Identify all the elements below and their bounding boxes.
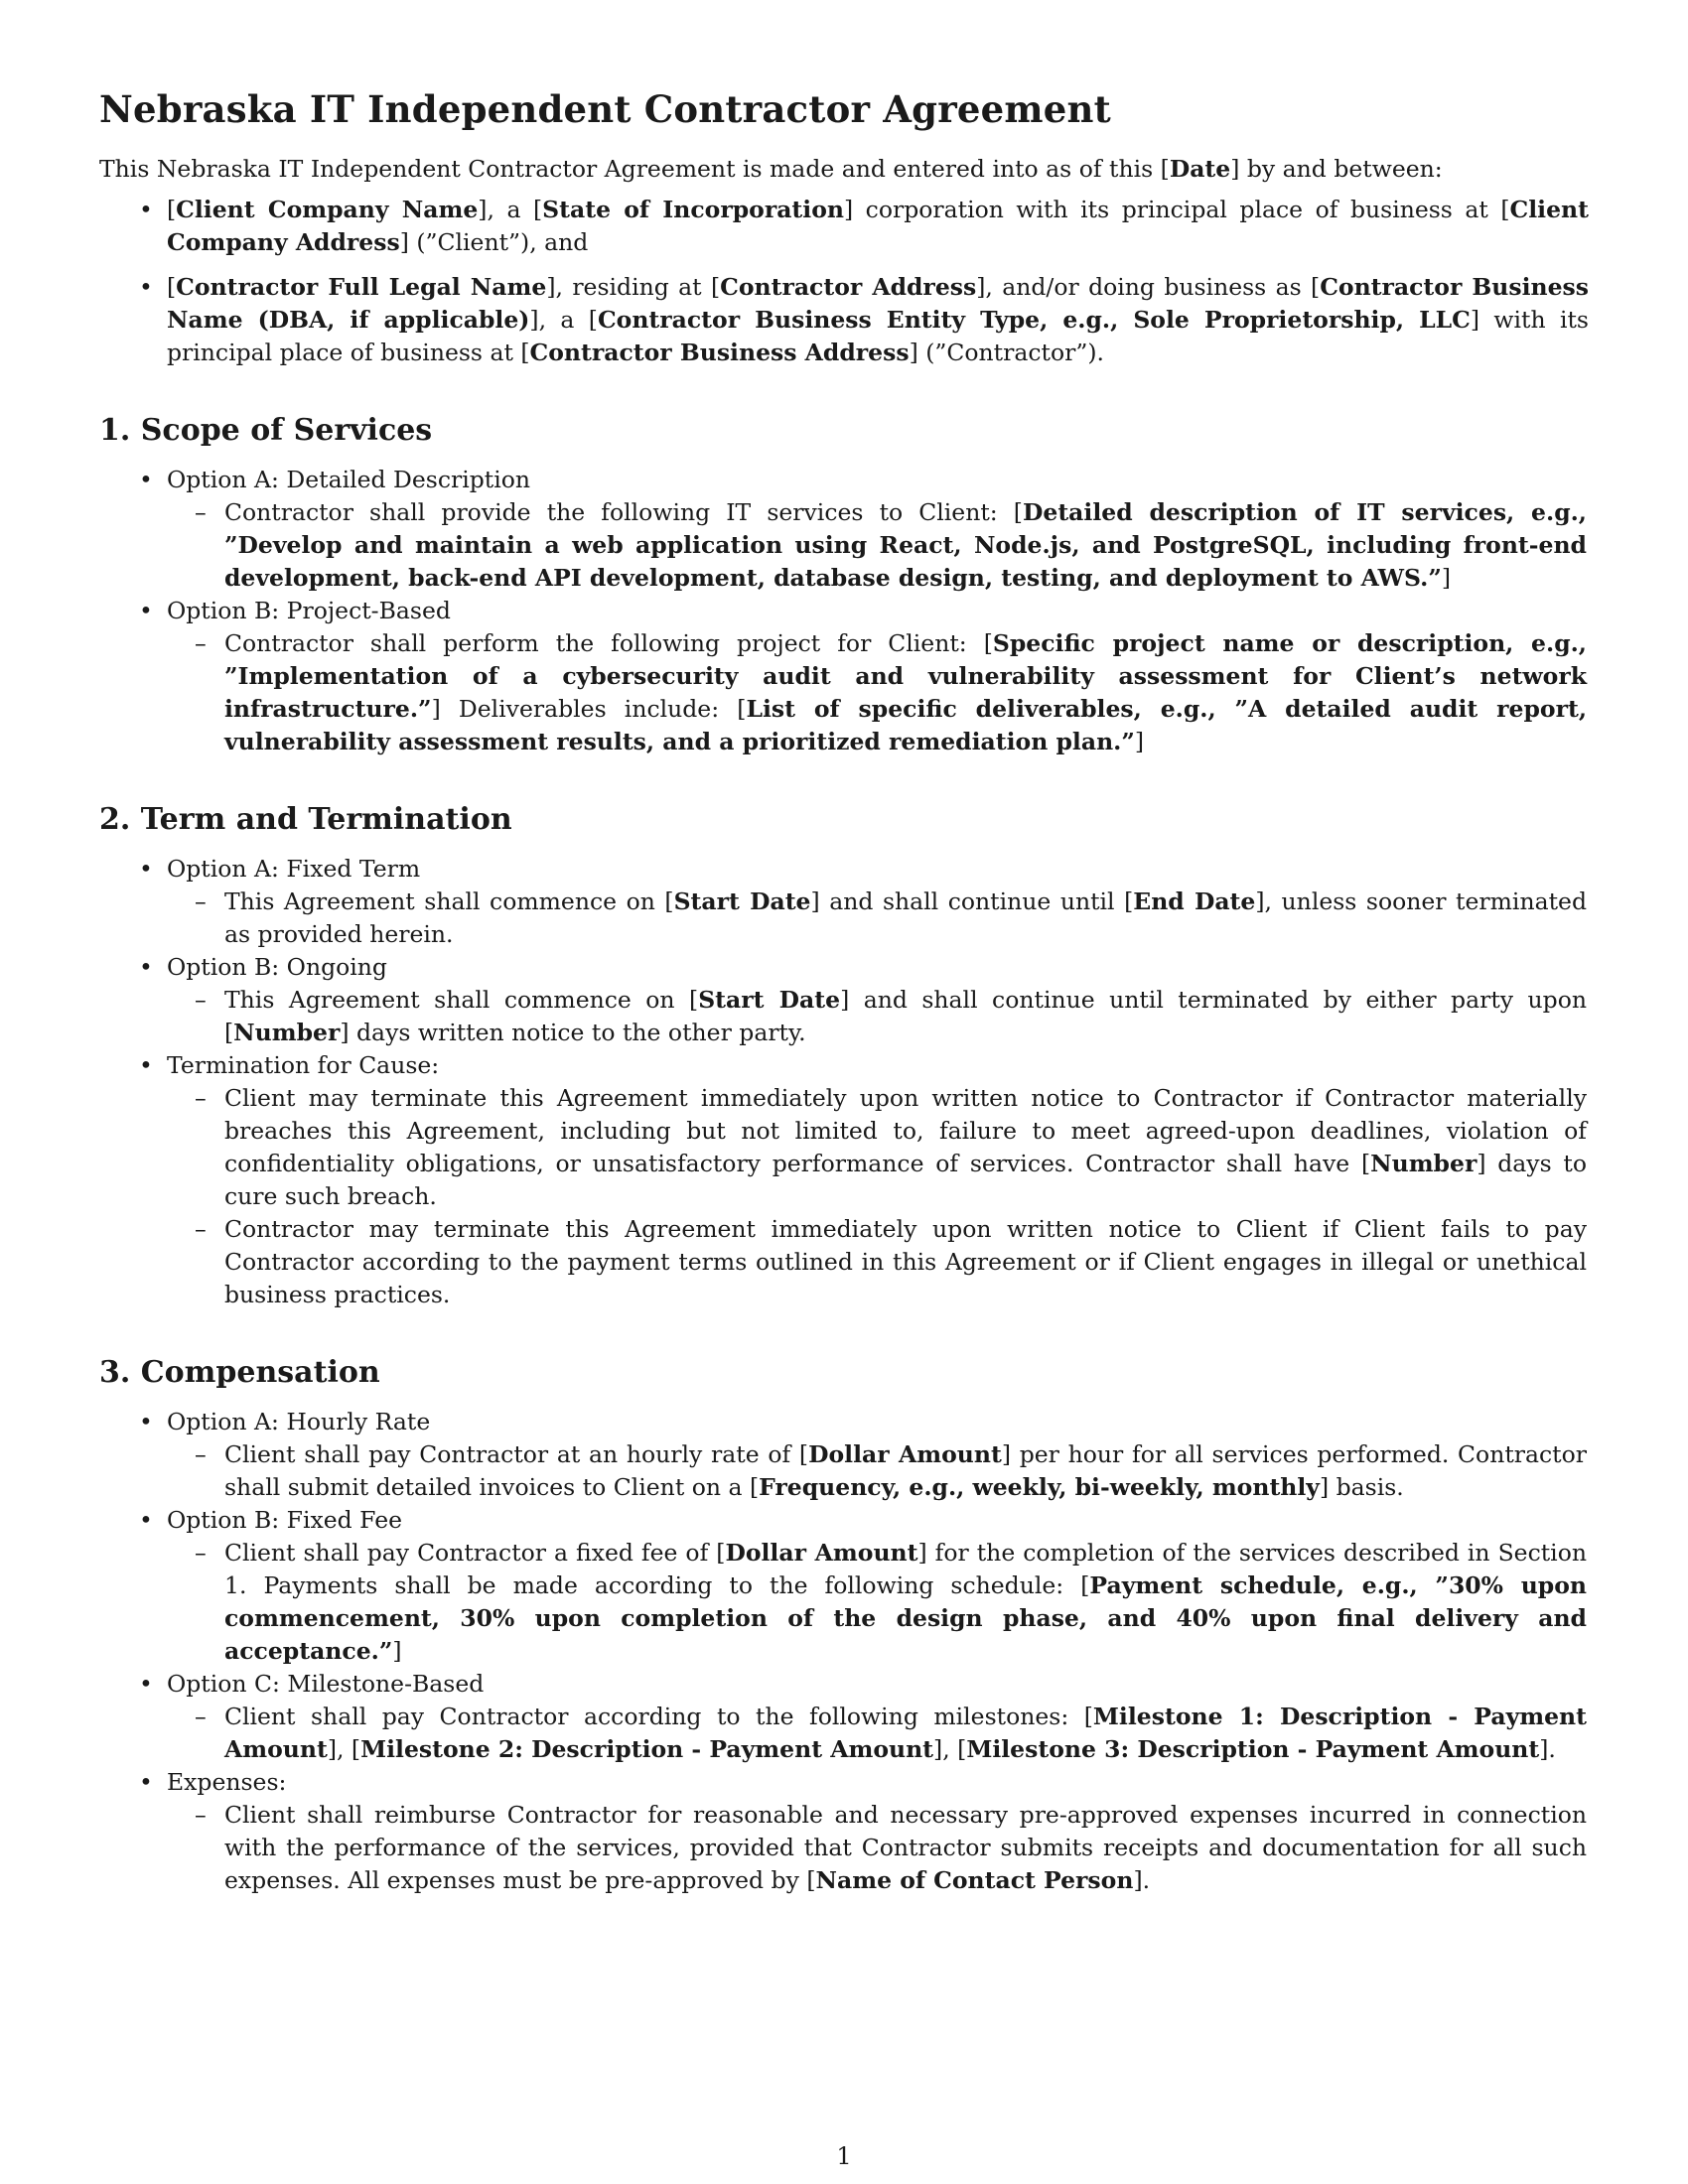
list-item: – Contractor may terminate this Agreement immediately upon written notice to Client if Client fails to pay Contractor according to the payment terms outlined in this Agreement or if Client engages in illegal or unethical business practices.	[165, 1213, 1587, 1311]
placeholder: Contractor Business Address	[529, 339, 910, 366]
document-title: Nebraska IT Independent Contractor Agreement	[99, 87, 1111, 131]
option-label: Option A: Fixed Term	[167, 855, 421, 883]
list-item	[99, 853, 1589, 951]
option-label: Option B: Fixed Fee	[167, 1506, 403, 1534]
placeholder: Start Date	[698, 986, 841, 1014]
placeholder: Client Company Address	[167, 196, 1589, 256]
intro-paragraph	[99, 153, 1589, 186]
document-page	[99, 87, 1589, 1897]
list-item: – Client shall pay Contractor a fixed fee of [Dollar Amount] for the completion of the services described in Section 1. Payments shall be made according to the following schedule: [Payment schedule, e.g., ”30% upon commencement, 30% upon completion of the design phase, and 40% upon final delivery and acceptance.”]	[165, 1537, 1587, 1668]
list-item	[99, 1504, 1589, 1668]
list-item: – This Agreement shall commence on [Start Date] and shall continue until [End Date], unless sooner terminated as provided herein.	[165, 886, 1587, 951]
option-label: Expenses:	[167, 1768, 287, 1796]
placeholder: Contractor Full Legal Name	[176, 273, 547, 301]
list-item: – Contractor shall provide the following IT services to Client: [Detailed description of IT services, e.g., ”Develop and maintain a web application using React, Node.js, and PostgreSQL, including front-end development, back-end API development, database design, testing, and deployment to AWS.”]	[165, 496, 1587, 595]
option-label: Option B: Ongoing	[167, 953, 387, 981]
placeholder: Start Date	[673, 887, 811, 915]
placeholder: End Date	[1133, 887, 1256, 915]
list-item	[99, 1668, 1589, 1766]
option-label: Termination for Cause:	[167, 1051, 440, 1079]
placeholder: Milestone 3: Description - Payment Amount	[966, 1735, 1540, 1763]
placeholder: Payment schedule, e.g., ”30% upon commencement, 30% upon completion of the design phase, and 40% upon final delivery and acceptance.”	[224, 1571, 1588, 1665]
intro-text: ] by and between:	[1230, 155, 1443, 183]
placeholder: Frequency, e.g., weekly, bi-weekly, monthly	[759, 1473, 1320, 1501]
placeholder: List of specific deliverables, e.g., ”A detailed audit report, vulnerability assessment results, and a prioritized remediation plan.”	[224, 695, 1587, 755]
placeholder: Detailed description of IT services, e.g., ”Develop and maintain a web application using React, Node.js, and PostgreSQL, including front-end development, back-end API development, database design, testing, and deployment to AWS.”	[224, 498, 1587, 592]
parties-list	[99, 194, 1589, 369]
list-item: – Contractor shall perform the following project for Client: [Specific project name or description, e.g., ”Implementation of a cybersecurity audit and vulnerability assessment for Client’s network infrastructure.”] Deliverables include: [List of specific deliverables, e.g., ”A detailed audit report, vulnerability assessment results, and a prioritized remediation plan.”]	[165, 627, 1587, 758]
list-item	[99, 595, 1589, 758]
list-item	[99, 1766, 1589, 1897]
placeholder: Dollar Amount	[725, 1539, 918, 1567]
list-item	[99, 951, 1589, 1049]
list-item	[99, 464, 1589, 595]
list-item: – Client shall reimburse Contractor for reasonable and necessary pre-approved expenses incurred in connection with the performance of the services, provided that Contractor submits receipts and documentation for all such expenses. All expenses must be pre-approved by [Name of Contact Person].	[165, 1799, 1587, 1897]
placeholder: Specific project name or description, e.g., ”Implementation of a cybersecurity audit and vulnerability assessment for Client’s network infrastructure.”	[224, 629, 1587, 723]
list-item: – This Agreement shall commence on [Start Date] and shall continue until terminated by either party upon [Number] days written notice to the other party.	[165, 984, 1587, 1049]
placeholder: Contractor Address	[720, 273, 977, 301]
placeholder: Milestone 2: Description - Payment Amount	[360, 1735, 934, 1763]
section-heading-term: 2. Term and Termination	[99, 802, 512, 837]
scope-options	[99, 464, 1589, 758]
placeholder: State of Incorporation	[542, 196, 844, 223]
placeholder: Number	[1370, 1150, 1477, 1177]
date-placeholder: Date	[1169, 155, 1231, 183]
placeholder: Client Company Name	[176, 196, 479, 223]
section-heading-compensation: 3. Compensation	[99, 1355, 380, 1390]
party-client: • [Client Company Name], a [State of Incorporation] corporation with its principal place of business at [Client Company Address] (”Client”), and	[99, 194, 1589, 259]
placeholder: Milestone 1: Description - Payment Amount	[224, 1703, 1587, 1763]
party-contractor: • [Contractor Full Legal Name], residing at [Contractor Address], and/or doing business as [Contractor Business Name (DBA, if applicable)], a [Contractor Business Entity Type, e.g., Sole Proprietorship, LLC] with its principal place of business at [Contractor Business Address] (”Contractor”).	[99, 271, 1589, 369]
option-label: Option B: Project-Based	[167, 597, 451, 624]
section-heading-scope: 1. Scope of Services	[99, 413, 433, 448]
option-label: Option C: Milestone-Based	[167, 1670, 485, 1698]
list-item: – Client shall pay Contractor at an hourly rate of [Dollar Amount] per hour for all services performed. Contractor shall submit detailed invoices to Client on a [Frequency, e.g., weekly, bi-weekly, monthly] basis.	[165, 1438, 1587, 1504]
page-number: 1	[836, 2142, 852, 2170]
placeholder: Contractor Business Name (DBA, if applicable)	[167, 273, 1590, 334]
list-item: – Client shall pay Contractor according to the following milestones: [Milestone 1: Description - Payment Amount], [Milestone 2: Description - Payment Amount], [Milestone 3: Description - Payment Amount].	[165, 1701, 1587, 1766]
placeholder: Name of Contact Person	[815, 1866, 1134, 1894]
placeholder: Contractor Business Entity Type, e.g., Sole Proprietorship, LLC	[597, 306, 1471, 334]
term-options	[99, 853, 1589, 1311]
placeholder: Dollar Amount	[808, 1440, 1002, 1468]
option-label: Option A: Detailed Description	[167, 466, 531, 493]
list-item	[99, 1406, 1589, 1504]
option-label: Option A: Hourly Rate	[167, 1408, 431, 1435]
list-item	[99, 1049, 1589, 1311]
intro-text: This Nebraska IT Independent Contractor Agreement is made and entered into as of this [	[99, 155, 1170, 183]
compensation-options	[99, 1406, 1589, 1897]
list-item: – Client may terminate this Agreement immediately upon written notice to Contractor if Contractor materially breaches this Agreement, including but not limited to, failure to meet agreed-upon deadlines, violation of confidentiality obligations, or unsatisfactory performance of services. Contractor shall have [Number] days to cure such breach.	[165, 1082, 1587, 1213]
placeholder: Number	[233, 1019, 341, 1046]
